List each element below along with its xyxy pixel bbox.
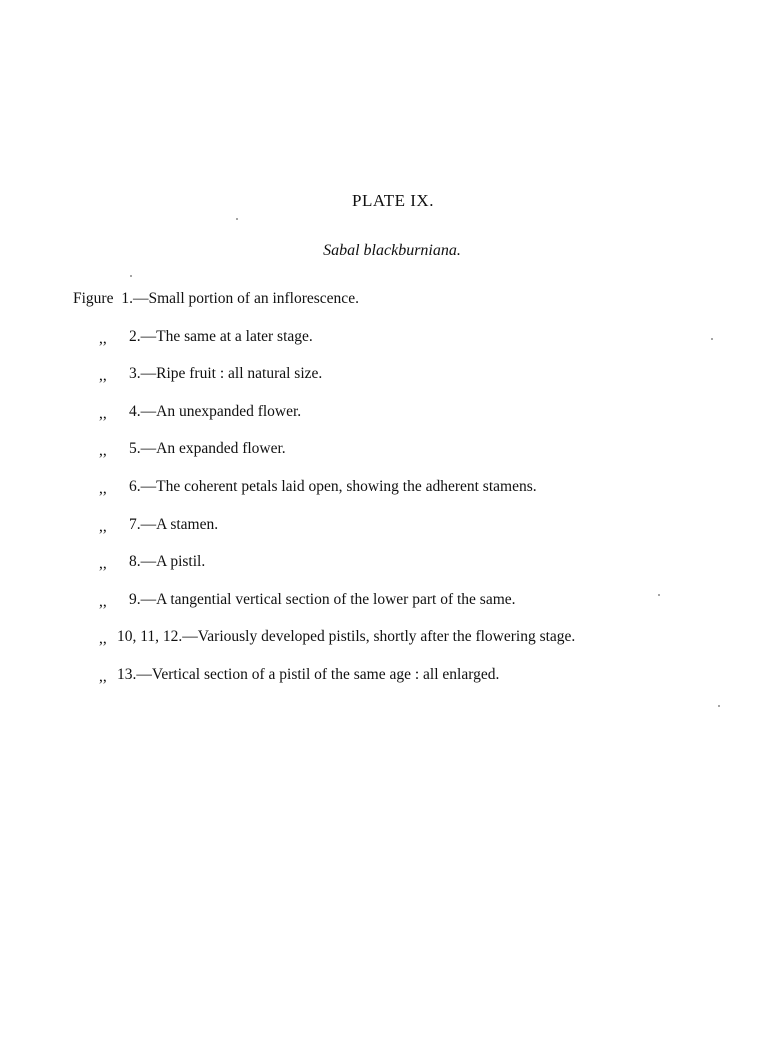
- figure-item: [73, 288, 753, 326]
- ditto-mark: ,,: [99, 555, 107, 573]
- figure-caption: 8.—A pistil.: [129, 553, 206, 571]
- ditto-mark: ,,: [99, 517, 107, 535]
- species-name: Sabal blackburniana.: [323, 242, 461, 259]
- figure-caption: 5.—An expanded flower.: [129, 440, 286, 458]
- figure-item: [73, 589, 753, 627]
- paper-speck: [711, 338, 713, 340]
- figure-caption: 9.—A tangential vertical section of the lower part of the same.: [129, 590, 516, 608]
- ditto-mark: ,,: [99, 329, 107, 347]
- figure-item: [73, 438, 753, 476]
- figure-item: [73, 664, 753, 702]
- paper-speck: [718, 705, 720, 707]
- paper-speck: [130, 275, 132, 277]
- figure-caption: 2.—The same at a later stage.: [129, 327, 313, 345]
- figure-item: [73, 626, 753, 664]
- figure-caption: 6.—The coherent petals laid open, showing the adherent stamens.: [129, 477, 537, 495]
- figure-item: [73, 401, 753, 439]
- ditto-mark: ,,: [99, 667, 107, 685]
- figure-item: [73, 514, 753, 552]
- figure-caption: 7.—A stamen.: [129, 515, 219, 533]
- figure-item: [73, 363, 753, 401]
- figure-caption: 1.—Small portion of an inflorescence.: [121, 290, 359, 307]
- paper-speck: [658, 594, 660, 596]
- figure-item: [73, 551, 753, 589]
- figure-item: [73, 326, 753, 364]
- figure-caption: 3.—Ripe fruit : all natural size.: [129, 365, 323, 383]
- figure-item: [73, 476, 753, 514]
- ditto-mark: ,,: [99, 592, 107, 610]
- paper-speck: [236, 218, 238, 220]
- ditto-mark: ,,: [99, 367, 107, 385]
- ditto-mark: ,,: [99, 630, 107, 648]
- ditto-mark: ,,: [99, 442, 107, 460]
- figure-list: [73, 288, 753, 702]
- figure-caption: 10, 11, 12.—Variously developed pistils, shortly after the flowering stage.: [117, 628, 576, 646]
- figure-prefix: Figure: [73, 290, 114, 307]
- plate-title: PLATE IX.: [352, 191, 434, 210]
- ditto-mark: ,,: [99, 404, 107, 422]
- ditto-mark: ,,: [99, 479, 107, 497]
- figure-caption: 4.—An unexpanded flower.: [129, 402, 302, 420]
- figure-caption: 13.—Vertical section of a pistil of the same age : all enlarged.: [117, 665, 500, 683]
